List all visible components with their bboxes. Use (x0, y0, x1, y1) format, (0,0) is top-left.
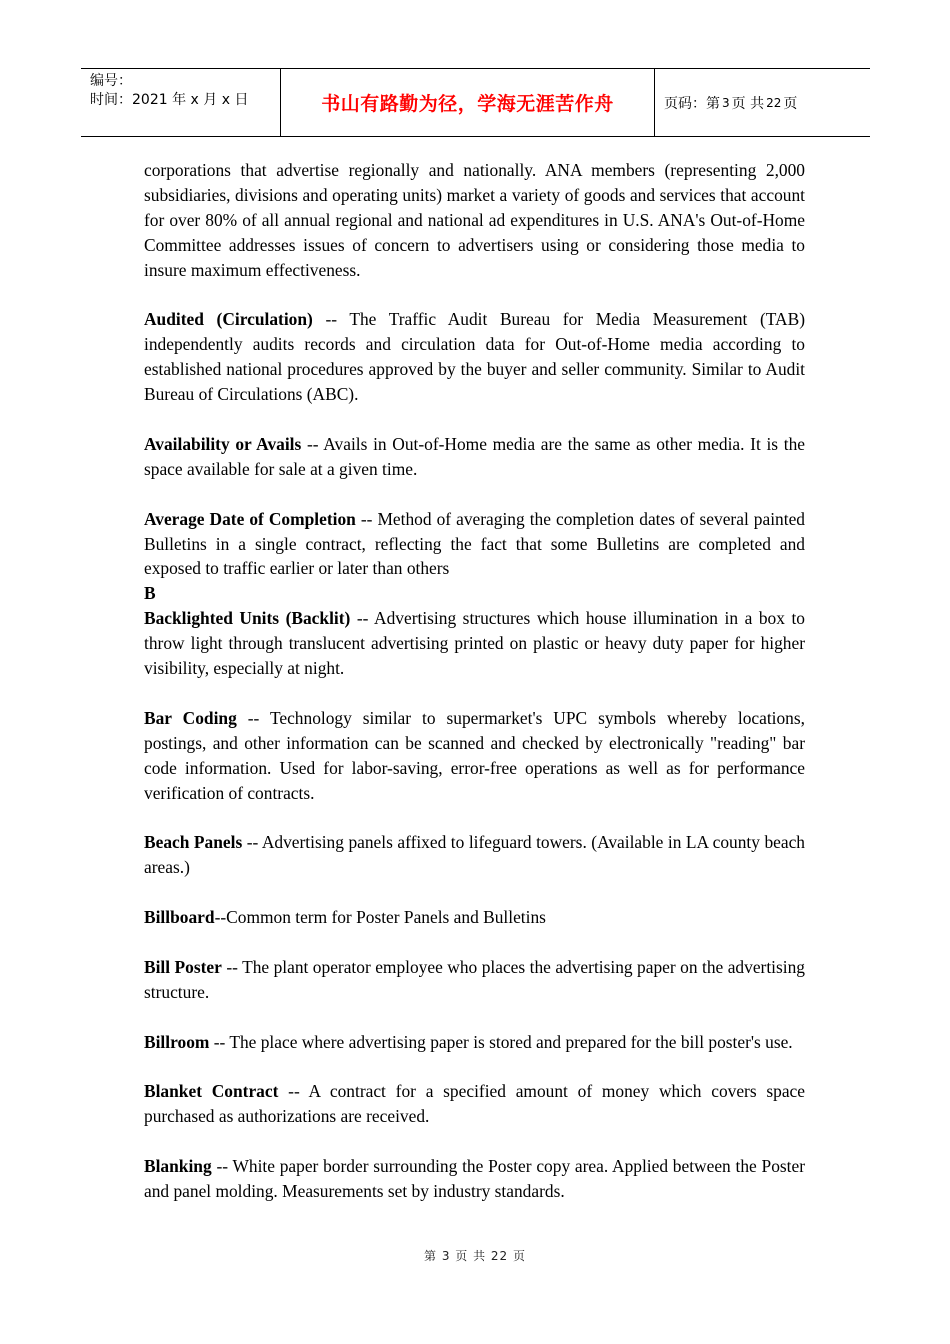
glossary-entry (144, 1079, 805, 1129)
intro-paragraph: corporations that advertise regionally and nationally. ANA members (representing 2,000 subsidiaries, divisions and operating units) market a variety of goods and services that account for over 80% of all annual regional and national ad expenditures in U.S. ANA's Out-of-Home Committee addresses issues of concern to advertisers using or considering those media to insure maximum effectiveness. (144, 160, 805, 280)
glossary-definition: -- Technology similar to supermarket's UPC symbols whereby locations, postings, and other information can be scanned and checked by electronically "reading" bar code information. Used for labor-saving, error-free operations as well as for performance verification of contracts. (144, 707, 805, 803)
glossary-entry (144, 432, 805, 482)
glossary-definition: -- Advertising panels affixed to lifeguard towers. (Available in LA county beach areas.) (144, 832, 806, 878)
glossary-term: Availability or Avails (144, 433, 302, 454)
page-suffix: 页 (783, 95, 798, 112)
glossary-entry (144, 955, 805, 1005)
document-body (144, 158, 805, 1204)
glossary-term: Backlighted Units (Backlit) (144, 608, 351, 629)
glossary-definition: -- White paper border surrounding the Poster copy area. Applied between the Poster and panel molding. Measurements set by industry standards. (144, 1156, 805, 1201)
glossary-entry (144, 905, 805, 930)
glossary-term: Billroom (144, 1031, 210, 1052)
glossary-term: Average Date of Completion (144, 508, 356, 529)
glossary-definition: --Common term for Poster Panels and Bulletins (214, 907, 546, 928)
glossary-term: Audited (Circulation) (144, 309, 313, 330)
glossary-term: Bill Poster (144, 956, 222, 977)
glossary-definition: -- Advertising structures which house illumination in a box to throw light through translucent advertising printed on plastic or heavy duty paper for higher visibility, especially at night. (144, 608, 805, 679)
glossary-definition: -- A contract for a specified amount of money which covers space purchased as authorizations are received. (144, 1081, 805, 1127)
page-mid: 页 共 (731, 95, 765, 112)
glossary-entry (144, 507, 805, 582)
glossary-definition: -- Avails in Out-of-Home media are the same as other media. It is the space available for sale at a given time. (144, 433, 805, 479)
page-total: 22 (766, 95, 782, 110)
page-footer: 第 3 页 共 22 页 (424, 1249, 526, 1263)
document-date: 时间：2021 年 x 月 x 日 (90, 92, 249, 108)
page-prefix: 页码：第 (664, 95, 720, 112)
header-page-info (655, 69, 870, 136)
glossary-term: Blanking (144, 1156, 212, 1177)
section-letter: B (144, 583, 156, 604)
glossary-definition: -- The plant operator employee who places the advertising paper on the advertising structure. (144, 956, 805, 1002)
glossary-term: Blanket Contract (144, 1081, 279, 1102)
glossary-entry (144, 307, 805, 407)
glossary-entry (144, 706, 805, 806)
glossary-entry (144, 830, 805, 880)
glossary-entry (144, 606, 805, 681)
glossary-definition: -- The Traffic Audit Bureau for Media Measurement (TAB) independently audits records and circulation data for Out-of-Home media according to established national procedures approved by the buyer and seller community. Similar to Audit Bureau of Circulations (ABC). (144, 309, 805, 405)
glossary-definition: -- Method of averaging the completion dates of several painted Bulletins in a single contract, reflecting the fact that some Bulletins are completed and exposed to traffic earlier or later than others (144, 508, 805, 579)
header-meta (81, 69, 281, 136)
glossary-entry (144, 1030, 805, 1055)
page-header (81, 68, 870, 137)
header-motto: 书山有路勤为径，学海无涯苦作舟 (281, 69, 655, 136)
glossary-term: Billboard (144, 907, 215, 928)
glossary-definition: -- The place where advertising paper is stored and prepared for the bill poster's use. (209, 1031, 793, 1052)
page-current: 3 (722, 95, 730, 110)
glossary-term: Bar Coding (144, 707, 237, 728)
glossary-term: Beach Panels (144, 832, 243, 853)
glossary-entry (144, 1154, 805, 1204)
document-number-label: 编号： (90, 73, 132, 89)
